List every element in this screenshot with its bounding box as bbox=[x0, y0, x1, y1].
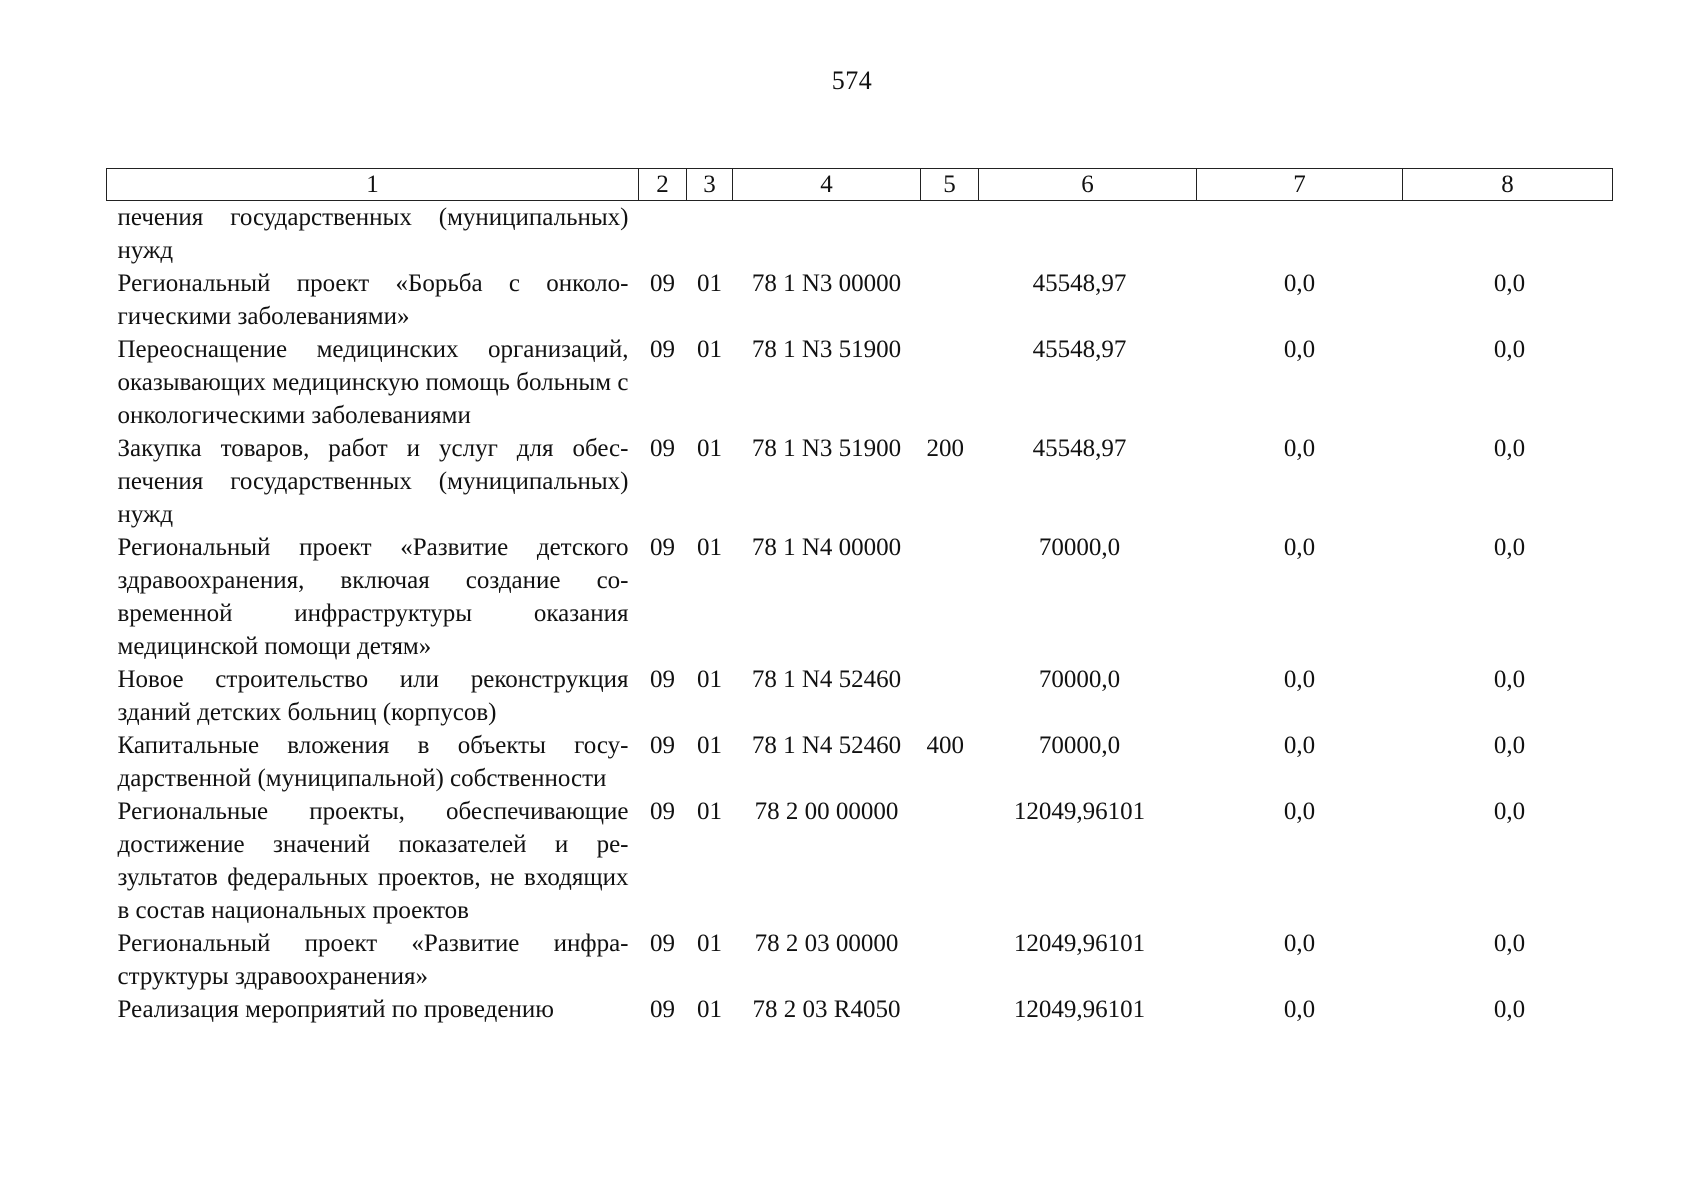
header-col-7: 7 bbox=[1197, 169, 1403, 201]
expense-type bbox=[921, 531, 979, 663]
amount-col-8: 0,0 bbox=[1493, 732, 1526, 759]
subsection-code: 01 bbox=[697, 435, 722, 462]
row-name: Региональный проект «Борьба с онкологическими заболеваниями» bbox=[117, 270, 629, 330]
target-article: 78 1 N3 51900 bbox=[751, 435, 902, 462]
expense-type bbox=[921, 993, 979, 1026]
amount-col-7: 0,0 bbox=[1283, 435, 1316, 462]
expense-type bbox=[921, 333, 979, 432]
subsection-code: 01 bbox=[697, 666, 722, 693]
target-article bbox=[733, 201, 921, 268]
section-code: 09 bbox=[650, 930, 675, 957]
header-col-2: 2 bbox=[639, 169, 687, 201]
target-article: 78 1 N4 00000 bbox=[751, 534, 902, 561]
amount-col-7 bbox=[1197, 201, 1403, 268]
table-row bbox=[107, 795, 1613, 927]
target-article: 78 2 00 00000 bbox=[754, 798, 899, 825]
subsection-code bbox=[687, 201, 733, 268]
table-row bbox=[107, 927, 1613, 993]
amount-col-6: 12049,96101 bbox=[1013, 798, 1146, 825]
table-row bbox=[107, 333, 1613, 432]
row-name: Переоснащение медицинских организаций, оказывающих медицинскую помощь больным с онкологическими заболеваниями bbox=[117, 336, 629, 429]
subsection-code: 01 bbox=[697, 930, 722, 957]
amount-col-6: 12049,96101 bbox=[1013, 996, 1146, 1023]
amount-col-7: 0,0 bbox=[1283, 534, 1316, 561]
section-code: 09 bbox=[650, 666, 675, 693]
row-name: Новое строительство или реконструкция зданий детских больниц (корпусов) bbox=[117, 666, 629, 726]
row-name: Региональный проект «Развитие инфраструктуры здравоохранения» bbox=[117, 930, 629, 990]
amount-col-6: 45548,97 bbox=[1032, 336, 1127, 363]
amount-col-8: 0,0 bbox=[1493, 996, 1526, 1023]
row-name: печения государственных (муниципальных) нужд bbox=[117, 204, 629, 264]
expense-type bbox=[921, 663, 979, 729]
header-row bbox=[107, 169, 1613, 201]
amount-col-7: 0,0 bbox=[1283, 798, 1316, 825]
amount-col-7: 0,0 bbox=[1283, 270, 1316, 297]
row-name: Закупка товаров, работ и услуг для обеспечения государственных (муниципальных) нужд bbox=[117, 435, 629, 528]
amount-col-6: 12049,96101 bbox=[1013, 930, 1146, 957]
table-row bbox=[107, 729, 1613, 795]
section-code bbox=[639, 201, 687, 268]
expense-type: 200 bbox=[926, 435, 964, 462]
amount-col-6 bbox=[979, 201, 1197, 268]
header-col-5: 5 bbox=[921, 169, 979, 201]
table-row bbox=[107, 432, 1613, 531]
target-article: 78 1 N3 51900 bbox=[751, 336, 902, 363]
amount-col-8: 0,0 bbox=[1493, 270, 1526, 297]
amount-col-7: 0,0 bbox=[1283, 732, 1316, 759]
subsection-code: 01 bbox=[697, 534, 722, 561]
subsection-code: 01 bbox=[697, 996, 722, 1023]
section-code: 09 bbox=[650, 270, 675, 297]
subsection-code: 01 bbox=[697, 798, 722, 825]
row-name: Реализация мероприятий по проведению bbox=[117, 996, 554, 1023]
section-code: 09 bbox=[650, 534, 675, 561]
amount-col-8: 0,0 bbox=[1493, 534, 1526, 561]
subsection-code: 01 bbox=[697, 336, 722, 363]
amount-col-7: 0,0 bbox=[1283, 666, 1316, 693]
amount-col-7: 0,0 bbox=[1283, 996, 1316, 1023]
amount-col-7: 0,0 bbox=[1283, 336, 1316, 363]
section-code: 09 bbox=[650, 996, 675, 1023]
page-number: 574 bbox=[831, 66, 873, 95]
table-body bbox=[107, 201, 1613, 1027]
expense-type: 400 bbox=[926, 732, 964, 759]
table-row bbox=[107, 201, 1613, 268]
row-name: Региональный проект «Развитие детского здравоохранения, включая создание современной инфраструктуры оказания медицинской помощи детям» bbox=[117, 534, 629, 660]
amount-col-8: 0,0 bbox=[1493, 435, 1526, 462]
row-name: Региональные проекты, обеспечивающие достижение значений показателей и результатов федеральных проектов, не входящих в состав национальных проектов bbox=[117, 798, 629, 924]
table-row bbox=[107, 531, 1613, 663]
amount-col-8: 0,0 bbox=[1493, 336, 1526, 363]
amount-col-8: 0,0 bbox=[1493, 930, 1526, 957]
table-row bbox=[107, 267, 1613, 333]
amount-col-6: 45548,97 bbox=[1032, 270, 1127, 297]
section-code: 09 bbox=[650, 435, 675, 462]
section-code: 09 bbox=[650, 732, 675, 759]
target-article: 78 1 N3 00000 bbox=[751, 270, 902, 297]
row-name: Капитальные вложения в объекты государственной (муниципальной) собственности bbox=[117, 732, 629, 792]
expense-type bbox=[921, 201, 979, 268]
expense-type bbox=[921, 795, 979, 927]
table-row bbox=[107, 663, 1613, 729]
expense-type bbox=[921, 927, 979, 993]
amount-col-8 bbox=[1403, 201, 1613, 268]
header-col-1: 1 bbox=[107, 169, 639, 201]
section-code: 09 bbox=[650, 798, 675, 825]
header-col-6: 6 bbox=[979, 169, 1197, 201]
header-col-4: 4 bbox=[733, 169, 921, 201]
header-col-3: 3 bbox=[687, 169, 733, 201]
amount-col-8: 0,0 bbox=[1493, 798, 1526, 825]
amount-col-6: 70000,0 bbox=[1038, 534, 1121, 561]
target-article: 78 2 03 R4050 bbox=[752, 996, 901, 1023]
amount-col-8: 0,0 bbox=[1493, 666, 1526, 693]
header-col-8: 8 bbox=[1403, 169, 1613, 201]
expense-type bbox=[921, 267, 979, 333]
target-article: 78 1 N4 52460 bbox=[751, 732, 902, 759]
amount-col-6: 45548,97 bbox=[1032, 435, 1127, 462]
budget-table bbox=[106, 168, 1613, 1026]
subsection-code: 01 bbox=[697, 732, 722, 759]
amount-col-6: 70000,0 bbox=[1038, 666, 1121, 693]
table-row bbox=[107, 993, 1613, 1026]
section-code: 09 bbox=[650, 336, 675, 363]
subsection-code: 01 bbox=[697, 270, 722, 297]
target-article: 78 1 N4 52460 bbox=[751, 666, 902, 693]
table-header bbox=[107, 169, 1613, 201]
amount-col-7: 0,0 bbox=[1283, 930, 1316, 957]
target-article: 78 2 03 00000 bbox=[754, 930, 899, 957]
amount-col-6: 70000,0 bbox=[1038, 732, 1121, 759]
